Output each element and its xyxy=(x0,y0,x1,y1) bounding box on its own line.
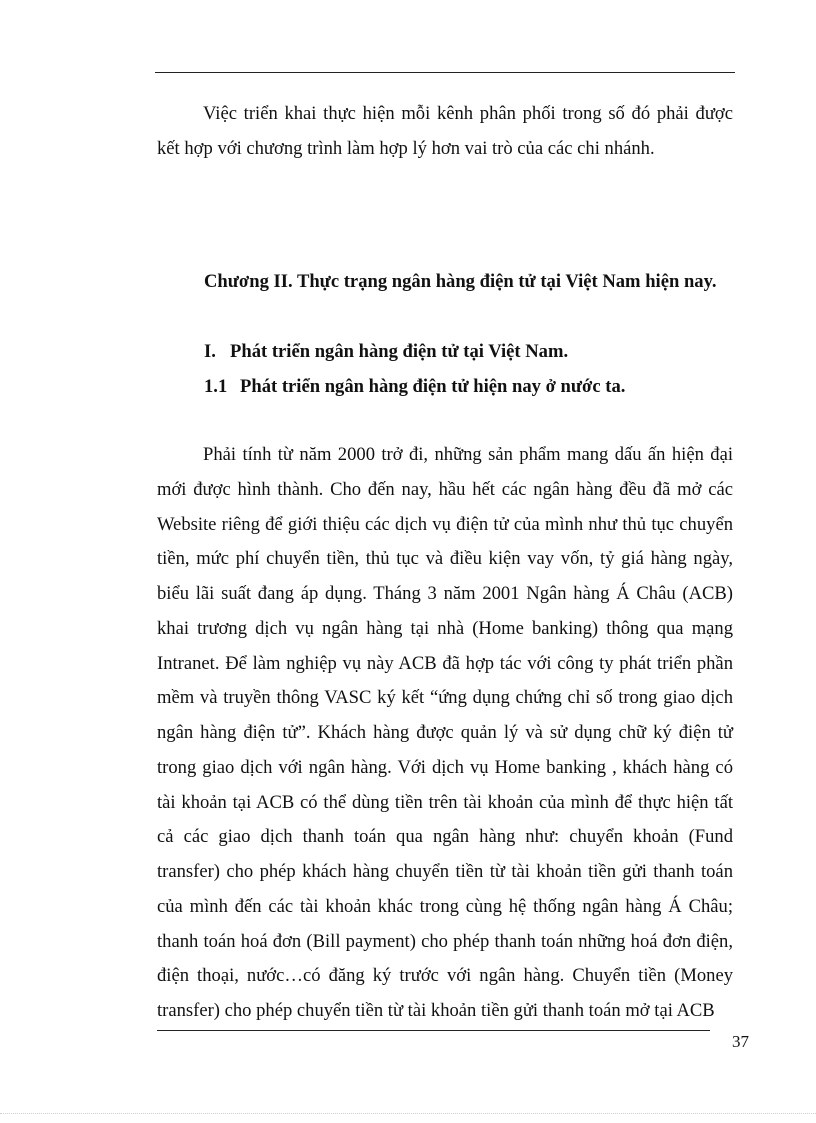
subsection-heading xyxy=(204,376,625,398)
subsection-number: 1.1 xyxy=(204,376,228,397)
subsection-title: Phát triển ngân hàng điện tử hiện nay ở nước ta. xyxy=(240,376,626,397)
header-rule xyxy=(155,72,735,73)
footer-rule xyxy=(157,1030,710,1031)
body-paragraph: Phải tính từ năm 2000 trở đi, những sản phẩm mang dấu ấn hiện đại mới được hình thành. Cho đến nay, hầu hết các ngân hàng đều đã mở các Website riêng để giới thiệu các dịch vụ điện tử của mình như thủ tục chuyển tiền, mức phí chuyển tiền, thủ tục và điều kiện vay vốn, tỷ giá hàng ngày, biểu lãi suất đang áp dụng. Tháng 3 năm 2001 Ngân hàng Á Châu (ACB) khai trương dịch vụ ngân hàng tại nhà (Home banking) thông qua mạng Intranet. Để làm nghiệp vụ này ACB đã hợp tác với công ty phát triển phần mềm và truyền thông VASC ký kết “ứng dụng chứng chỉ số trong giao dịch ngân hàng điện tử”. Khách hàng được quản lý và sử dụng chữ ký điện tử trong giao dịch với ngân hàng. Với dịch vụ Home banking , khách hàng có tài khoản tại ACB có thể dùng tiền trên tài khoản của mình để thực hiện tất cả các giao dịch thanh toán qua ngân hàng như: chuyển khoản (Fund transfer) cho phép khách hàng chuyển tiền từ tài khoản tiền gửi thanh toán của mình đến các tài khoản khác trong cùng hệ thống ngân hàng Á Châu; thanh toán hoá đơn (Bill payment) cho phép thanh toán những hoá đơn điện, điện thoại, nước…có đăng ký trước với ngân hàng. Chuyển tiền (Money transfer) cho phép chuyển tiền từ tài khoản tiền gửi thanh toán mở tại ACB xyxy=(157,444,733,1021)
section-title: Phát triển ngân hàng điện tử tại Việt Nam. xyxy=(230,341,569,362)
section-number: I. xyxy=(204,341,216,362)
intro-paragraph: Việc triển khai thực hiện mỗi kênh phân phối trong số đó phải được kết hợp với chương trình làm hợp lý hơn vai trò của các chi nhánh. xyxy=(157,103,733,159)
section-heading xyxy=(204,341,568,363)
chapter-title: Chương II. Thực trạng ngân hàng điện tử tại Việt Nam hiện nay. xyxy=(204,271,717,292)
page-number: 37 xyxy=(732,1032,749,1051)
page-edge-divider xyxy=(0,1113,816,1114)
